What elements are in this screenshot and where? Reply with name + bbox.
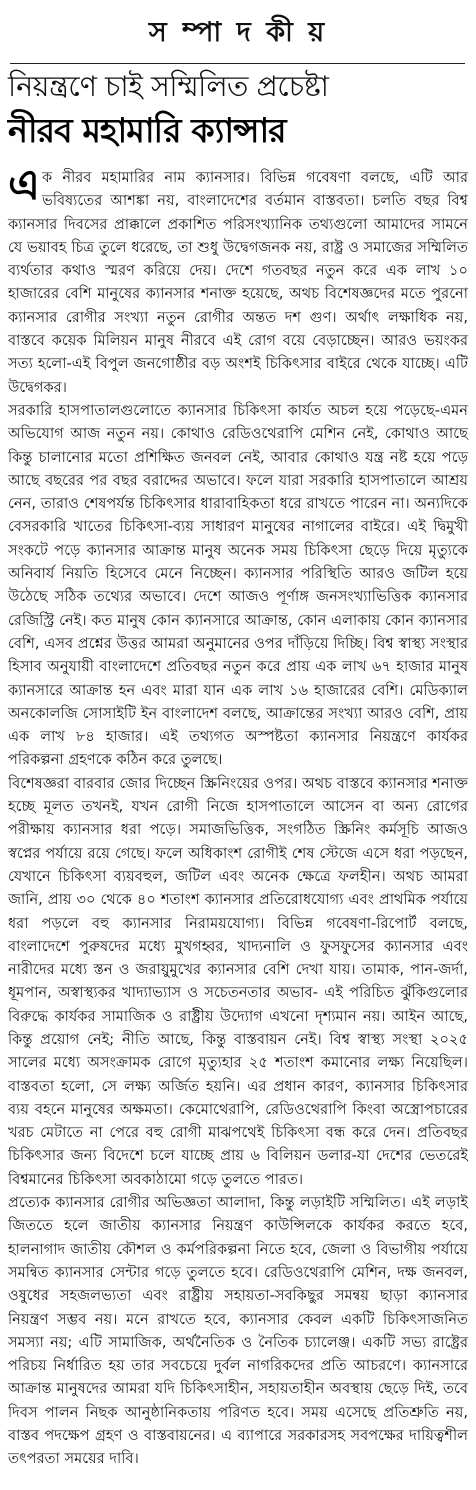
section-title: স ম্পা দ কী য় [148,17,328,48]
paragraph-2: সরকারি হাসপাতালগুলোতে ক্যানসার চিকিৎসা কার্যত অচল হয়ে পড়েছে-এমন অভিযোগ আজ নতুন নয়। কোথাও রেডিওথেরাপি মেশিন নেই, কোথাও আছে কিন্তু চালানোর মতো প্রশিক্ষিত জনবল নেই, আবার কোথাও যন্ত্র নষ্ট হয়ে পড়ে আছে বছরের পর বছর বরাদ্দের অভাবে। ফলে যারা সরকারি হাসপাতালে আশ্রয় নেন, তারাও শেষপর্যন্ত চিকিৎসার ধারাবাহিকতা ধরে রাখতে পারেন না। অন্যদিকে বেসরকারি খাতের চিকিৎসা-ব্যয় সাধারণ মানুষের নাগালের বাইরে। এই দ্বিমুখী সংকটে পড়ে ক্যানসার আক্রান্ত মানুষ অনেক সময় চিকিৎসা ছেড়ে দিয়ে মৃত্যুকে অনিবার্য নিয়তি হিসেবে মেনে নিচ্ছেন। ক্যানসার পরিস্থিতি আরও জটিল হয়ে উঠেছে সঠিক তথ্যের অভাবে। দেশে আজও পূর্ণাঙ্গ জনসংখ্যাভিত্তিক ক্যানসার রেজিস্ট্রি নেই। কত মানুষ কোন ক্যানসারে আক্রান্ত, কোন এলাকায় কোন ক্যানসার বেশি, এসব প্রশ্নের উত্তর আমরা অনুমানের ওপর দাঁড়িয়ে দিচ্ছি। বিশ্ব স্বাস্থ্য সংস্থার হিসাব অনুযায়ী বাংলাদেশে প্রতিবছর নতুন করে প্রায় এক লাখ ৬৭ হাজার মানুষ ক্যানসারে আক্রান্ত হন এবং মারা যান এক লাখ ১৬ হাজারের বেশি। মেডিক্যাল অনকোলজি সোসাইটি ইন বাংলাদেশ বলছে, আক্রান্তের সংখ্যা আরও বেশি, প্রায় এক লাখ ৮৪ হাজার। এই তথ্যগত অস্পষ্টতা ক্যানসার নিয়ন্ত্রণে কার্যকর পরিকল্পনা গ্রহণকে কঠিন করে তুলছে। [8,401,468,769]
divider [10,63,465,64]
paragraph-4: প্রত্যেক ক্যানসার রোগীর অভিজ্ঞতা আলাদা, কিন্তু লড়াইটি সম্মিলিত। এই লড়াই জিততে হলে জাতীয় ক্যানসার নিয়ন্ত্রণ কাউন্সিলকে কার্যকর করতে হবে, হালনাগাদ জাতীয় কৌশল ও কর্মপরিকল্পনা নিতে হবে, জেলা ও বিভাগীয় পর্যায়ে সমন্বিত ক্যানসার সেন্টার গড়ে তুলতে হবে। রেডিওথেরাপি মেশিন, দক্ষ জনবল, ওষুধের সহজলভ্যতা এবং রাষ্ট্রীয় সহায়তা-সবকিছুর সমন্বয় ছাড়া ক্যানসার নিয়ন্ত্রণ সম্ভব নয়। মনে রাখতে হবে, ক্যানসার কেবল একটি চিকিৎসাজনিত সমস্যা নয়; এটি সামাজিক, অর্থনৈতিক ও নৈতিক চ্যালেঞ্জ। একটি সভ্য রাষ্ট্রের পরিচয় নির্ধারিত হয় তার সবচেয়ে দুর্বল নাগরিকদের প্রতি আচরণে। ক্যানসারে আক্রান্ত মানুষদের আমরা যদি চিকিৎসাহীন, সহায়তাহীন অবস্থায় ছেড়ে দিই, তবে দিবস পালন নিছক আনুষ্ঠানিকতায় পরিণত হবে। সময় এসেছে প্রতিশ্রুতি নয়, বাস্তব পদক্ষেপ গ্রহণ ও বাস্তবায়নের। এ ব্যাপারে সরকারসহ সবপক্ষের দায়িত্বশীল তৎপরতা সময়ের দাবি। [8,1194,468,1468]
kicker-headline: নিয়ন্ত্রণে চাই সম্মিলিত প্রচেষ্টা [8,70,329,103]
article-body [8,160,468,1471]
paragraph-text: ক নীরব মহামারির নাম ক্যানসার। বিভিন্ন গবেষণা বলছে, এটি আর ভবিষ্যতের আশঙ্কা নয়, বাংলাদেশের বর্তমান বাস্তবতা। চলতি বছর বিশ্ব ক্যানসার দিবসের প্রাক্কালে প্রকাশিত পরিসংখ্যানিক তথ্যগুলো আমাদের সামনে যে ভয়াবহ চিত্র তুলে ধরেছে, তা শুধু উদ্বেগজনক নয়, রাষ্ট্র ও সমাজের সম্মিলিত ব্যর্থতার কথাও স্মরণ করিয়ে দেয়। দেশে গতবছর নতুন করে এক লাখ ১০ হাজারের বেশি মানুষের ক্যানসার শনাক্ত হয়েছে, অথচ বিশেষজ্ঞদের মতে পুরনো ক্যানসার রোগীর সংখ্যা নতুন রোগীর অন্তত দশ গুণ। অর্থাৎ লক্ষাধিক নয়, বাস্তবে কয়েক মিলিয়ন মানুষ নীরবে এই রোগ বয়ে বেড়াচ্ছেন। আরও ভয়ংকর সত্য হলো-এই বিপুল জনগোষ্ঠীর বড় অংশই চিকিৎসার বাইরে থেকে যাচ্ছে। এটি উদ্বেগকর। [8,169,468,396]
main-headline: নীরব মহামারি ক্যান্সার [8,111,286,150]
paragraph-1 [8,160,468,399]
paragraph-3: বিশেষজ্ঞরা বারবার জোর দিচ্ছেন স্ক্রিনিংয়ের ওপর। অথচ বাস্তবে ক্যানসার শনাক্ত হচ্ছে মূলত তখনই, যখন রোগী নিজে হাসপাতালে আসেন বা অন্য রোগের পরীক্ষায় ক্যানসার ধরা পড়ে। সমাজভিত্তিক, সংগঠিত স্ক্রিনিং কর্মসূচি আজও স্বপ্নের পর্যায়ে রয়ে গেছে। ফলে অধিকাংশ রোগীই শেষ স্টেজে এসে ধরা পড়ছেন, যেখানে চিকিৎসা ব্যয়বহুল, জটিল এবং অনেক ক্ষেত্রে ফলহীন। অথচ আমরা জানি, প্রায় ৩০ থেকে ৪০ শতাংশ ক্যানসার প্রতিরোধযোগ্য এবং প্রাথমিক পর্যায়ে ধরা পড়লে বহু ক্যানসার নিরাময়যোগ্য। বিভিন্ন গবেষণা-রিপোর্ট বলছে, বাংলাদেশে পুরুষদের মধ্যে মুখগহ্বর, খাদ্যনালি ও ফুসফুসের ক্যানসার এবং নারীদের মধ্যে স্তন ও জরায়ুমুখের ক্যানসার বেশি দেখা যায়। তামাক, পান-জর্দা, ধূমপান, অস্বাস্থ্যকর খাদ্যাভ্যাস ও সচেতনতার অভাব- এই পরিচিত ঝুঁকিগুলোর বিরুদ্ধে কার্যকর সামাজিক ও রাষ্ট্রীয় উদ্যোগ এখনো দৃশ্যমান নয়। আইন আছে, কিন্তু প্রয়োগ নেই; নীতি আছে, কিন্তু বাস্তবায়ন নেই। বিশ্ব স্বাস্থ্য সংস্থা ২০২৫ সালের মধ্যে অসংক্রামক রোগে মৃত্যুহার ২৫ শতাংশ কমানোর লক্ষ্য নিয়েছিল। বাস্তবতা হলো, সে লক্ষ্য অর্জিত হয়নি। এর প্রধান কারণ, ক্যানসার চিকিৎসার ব্যয় বহনে মানুষের অক্ষমতা। কেমোথেরাপি, রেডিওথেরাপি কিংবা অস্ত্রোপচারের খরচ মেটাতে না পেরে বহু রোগী মাঝপথেই চিকিৎসা বন্ধ করে দেন। প্রতিবছর চিকিৎসার জন্য বিদেশে চলে যাচ্ছে প্রায় ৬ বিলিয়ন ডলার-যা দেশের ভেতরেই বিশ্বমানের চিকিৎসা অবকাঠামো গড়ে তুলতে পারত। [8,774,468,1188]
drop-cap: এ [8,160,40,209]
